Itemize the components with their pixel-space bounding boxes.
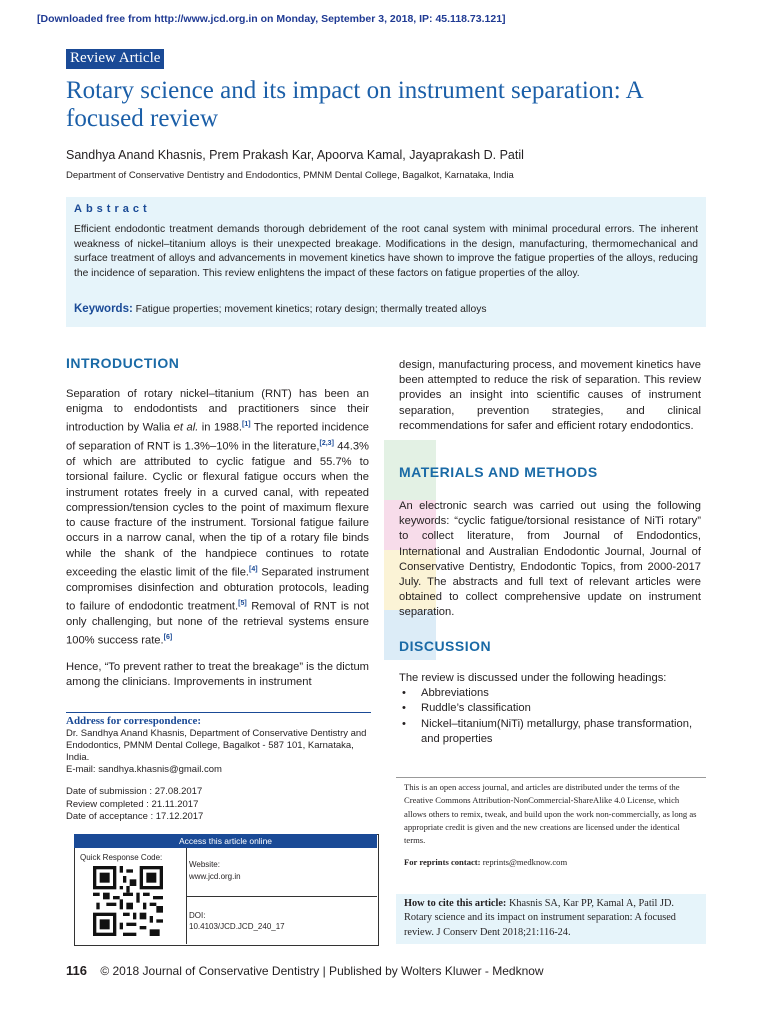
introduction-paragraph-1: Separation of rotary nickel–titanium (RNT) has been an enigma to endodontists and practitioners since their introduction by Walia et al. in 1988.[1] The reported incidence of separation of RNT is 1.3%–10% in the literature,[2,3] 44.3% of which are attributed to cyclic fatigue and 55.7% to torsional failure. Cyclic or flexural fatigue occurs when the instrument rotates freely in a curved canal, with repeated compression/tension cycles to the point of maximum flexure to cause fracture of the instrument. Torsional fatigue failure occurs in a narrow canal, when the tip of a rotary file binds while the shank of the handpiece continues to rotate exceeding the elastic limit of the file.[4] Separated instrument compromises disinfection and obturation protocols, leading to failure of endodontic treatment.[5] Removal of RNT is not only challenging, but none of the retrieval systems ensure 100% success rate.[6] <box>66 388 370 647</box>
methods-heading: MATERIALS AND METHODS <box>399 464 598 480</box>
citation-label: How to cite this article: <box>404 898 507 909</box>
correspondence-email: E-mail: sandhya.khasnis@gmail.com <box>66 764 222 775</box>
access-online-heading: Access this article online <box>74 834 377 848</box>
qr-code-label: Quick Response Code: <box>80 853 163 862</box>
qr-code-icon[interactable] <box>93 866 163 936</box>
correspondence-address <box>66 728 376 776</box>
keywords-value: Fatigue properties; movement kinetics; rotary design; thermally treated alloys <box>135 304 487 315</box>
abstract-heading: Abstract <box>74 203 151 215</box>
author-list: Sandhya Anand Khasnis, Prem Prakash Kar, Apoorva Kamal, Jayaprakash D. Patil <box>66 148 524 162</box>
discussion-list <box>401 686 703 748</box>
doi-label: DOI: <box>189 911 206 920</box>
license-text: This is an open access journal, and articles are distributed under the terms of the Creative Commons Attribution-NonCommercial-ShareAlike 4.0 License, which allows others to remix, tweak, and build upon the work non-commercially, as long as appropriate credit is given and the new creations are licensed under the identical terms. <box>404 782 697 846</box>
article-title: Rotary science and its impact on instrument separation: A focused review <box>66 77 643 132</box>
introduction-heading: INTRODUCTION <box>66 355 180 371</box>
affiliation: Department of Conservative Dentistry and Endodontics, PMNM Dental College, Bagalkot, Karnataka, India <box>66 170 514 181</box>
date-review: Review completed : 21.11.2017 <box>66 798 199 810</box>
website-label: Website: <box>189 860 220 869</box>
citation-value: Khasnis SA, Kar PP, Kamal A, Patil JD. Rotary science and its impact on instrument separation: A focused review. J Conserv Dent 2018;21:116-24. <box>404 898 676 938</box>
discussion-heading: DISCUSSION <box>399 638 492 654</box>
list-item: • Abbreviations <box>421 686 703 701</box>
doi-link[interactable]: 10.4103/JCD.JCD_240_17 <box>189 922 285 931</box>
reprints-contact <box>404 857 567 867</box>
date-acceptance: Date of acceptance : 17.12.2017 <box>66 811 204 822</box>
reprints-email[interactable]: reprints@medknow.com <box>482 857 568 867</box>
page-footer <box>66 963 544 978</box>
introduction-paragraph-2: Hence, “To prevent rather to treat the breakage” is the dictum among the clinicians. Improvements in instrument <box>66 660 369 689</box>
citation-text <box>404 897 700 940</box>
discussion-intro: The review is discussed under the following headings: <box>399 672 667 684</box>
website-link[interactable]: www.jcd.org.in <box>189 872 241 881</box>
list-item: • Nickel–titanium(NiTi) metallurgy, phase transformation, and properties <box>421 717 703 748</box>
access-divider-horizontal <box>186 896 377 897</box>
introduction-body <box>66 387 369 690</box>
download-note: [Downloaded free from http://www.jcd.org.in on Monday, September 3, 2018, IP: 45.118.73.121] <box>37 13 506 25</box>
correspondence-heading: Address for correspondence: <box>66 715 202 727</box>
page-number: 116 <box>66 963 87 978</box>
reprints-label: For reprints contact: <box>404 857 481 867</box>
keywords-label: Keywords: <box>74 303 133 315</box>
article-type-badge: Review Article <box>66 49 164 69</box>
footer-copyright: © 2018 Journal of Conservative Dentistry | Published by Wolters Kluwer - Medknow <box>100 964 544 978</box>
introduction-continued: design, manufacturing process, and movement kinetics have been attempted to reduce the risk of separation. This review provides an insight into scientific causes of instrument separation, prevention strategies, and clinical recommendations for safer and efficient rotary endodontics. <box>399 359 701 432</box>
list-item: • Ruddle’s classification <box>421 701 703 716</box>
keywords <box>74 303 698 315</box>
methods-body: An electronic search was carried out using the following keywords: “cyclic fatigue/torsional resistance of NiTi rotary” to collect literature, from Journal of Endodontics, International and Australian Endodontic Journal, Journal of Conservative Dentistry, Endodontic Topics, from 2000-2017 July. The abstracts and full text of relevant articles were obtained to collect comprehensive update on instrument separation. <box>399 500 701 619</box>
abstract-text: Efficient endodontic treatment demands thorough debridement of the root canal system with minimal procedural errors. The inherent weakness of nickel–titanium alloys is their unexpected breakage. Modifications in the design, manufacturing, thermomechanical and surface treatment of alloys and advancements in movement kinetics have shown to improve the fatigue properties of the alloys, reducing the incidence of separation. This review enlightens the impact of these factors on fatigue properties of the alloy. <box>74 224 698 280</box>
article-dates <box>66 786 203 824</box>
correspondence-text: Dr. Sandhya Anand Khasnis, Department of Conservative Dentistry and Endodontics, PMNM Dental College, Bagalkot - 587 101, Karnataka, India. <box>66 728 367 763</box>
date-submission: Date of submission : 27.08.2017 <box>66 786 203 797</box>
address-divider <box>66 712 371 713</box>
